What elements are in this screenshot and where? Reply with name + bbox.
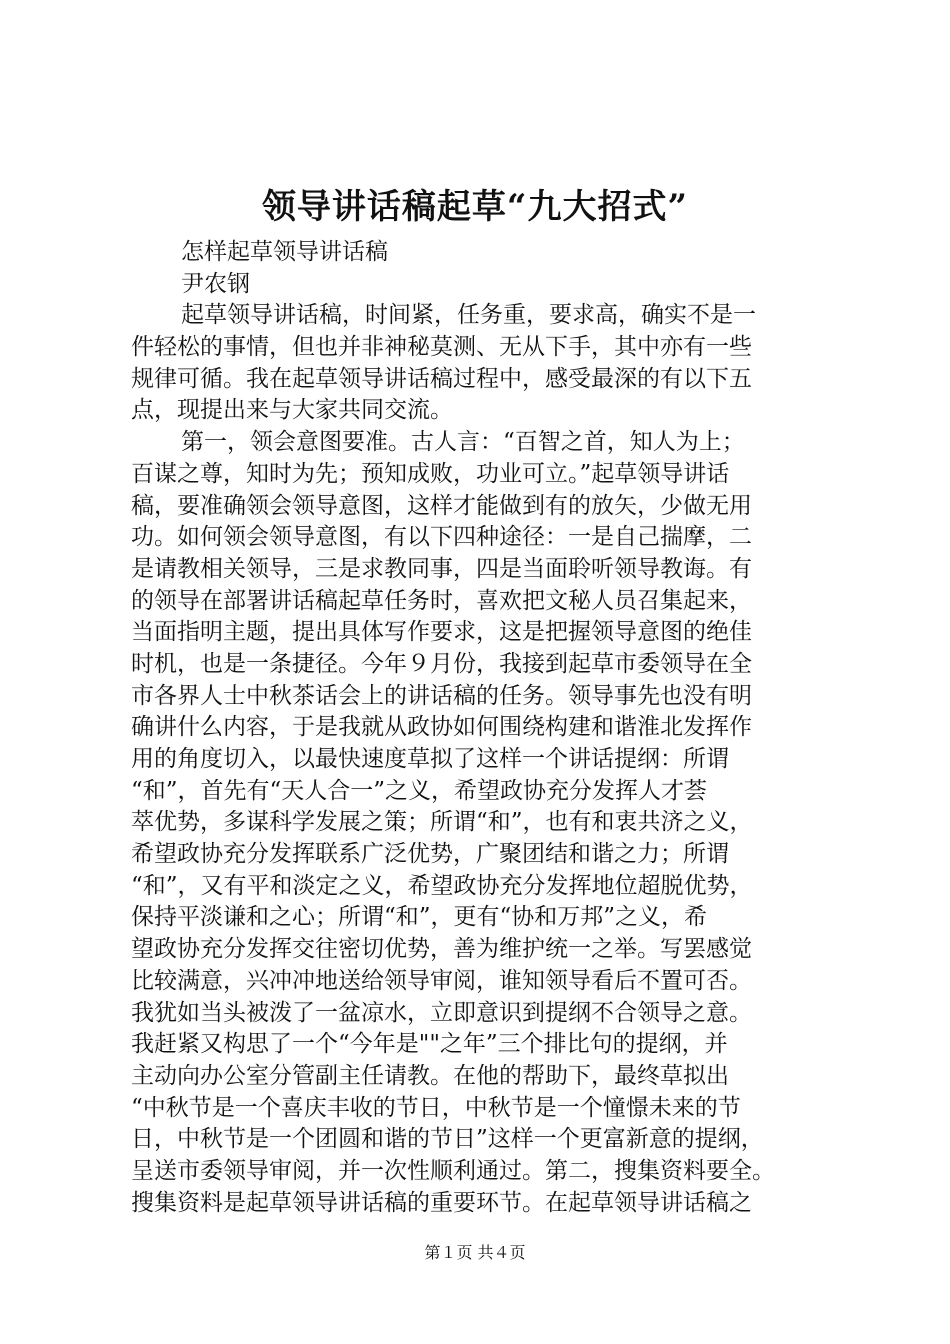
document-body [131, 237, 831, 1219]
text-line: 日，中秋节是一个团圆和谐的节日”这样一个更富新意的提纲， [131, 1126, 764, 1153]
text-line: 稿，要准确领会领导意图，这样才能做到有的放矢，少做无用 [131, 492, 752, 519]
text-line: 比较满意，兴冲冲地送给领导审阅，谁知领导看后不置可否。 [131, 967, 752, 994]
text-line: 第一，领会意图要准。古人言：“百智之首，知人为上； [181, 429, 745, 456]
text-line: 当面指明主题，提出具体写作要求，这是把握领导意图的绝佳 [131, 619, 752, 646]
text-line: 确讲什么内容，于是我就从政协如何围绕构建和谐淮北发挥作 [131, 714, 752, 741]
text-line: 萃优势，多谋科学发展之策；所谓“和”，也有和衷共济之义， [131, 809, 753, 836]
text-line: 呈送市委领导审阅，并一次性顺利通过。第二，搜集资料要全。 [131, 1157, 775, 1184]
document-title: 领导讲话稿起草“九大招式” [261, 187, 689, 227]
text-line: 希望政协充分发挥联系广泛优势，广聚团结和谐之力；所谓 [131, 841, 729, 868]
text-line: 望政协充分发挥交往密切优势，善为维护统一之举。写罢感觉 [131, 936, 752, 963]
text-line: “中秋节是一个喜庆丰收的节日，中秋节是一个憧憬未来的节 [131, 1094, 741, 1121]
text-line: 我赶紧又构思了一个“今年是""之年”三个排比句的提纲，并 [131, 1031, 728, 1058]
text-line: 点，现提出来与大家共同交流。 [131, 397, 453, 424]
text-line: 百谋之尊，知时为先；预知成败，功业可立。”起草领导讲话 [131, 460, 730, 487]
text-line: 保持平淡谦和之心；所谓“和”，更有“协和万邦”之义，希 [131, 904, 708, 931]
text-line: 用的角度切入，以最快速度草拟了这样一个讲话提纲：所谓 [131, 746, 729, 772]
text-line: 市各界人士中秋茶话会上的讲话稿的任务。领导事先也没有明 [131, 682, 752, 709]
text-line: 件轻松的事情，但也并非神秘莫测、无从下手，其中亦有一些 [131, 334, 752, 361]
text-line: 规律可循。我在起草领导讲话稿过程中，感受最深的有以下五 [131, 365, 752, 392]
text-line: “和”，又有平和淡定之义，希望政协充分发挥地位超脱优势， [131, 872, 753, 899]
text-line: 起草领导讲话稿，时间紧，任务重，要求高，确实不是一 [181, 302, 756, 329]
author-line: 尹农钢 [181, 270, 250, 297]
page-number-footer: 第１页 共４页 [424, 1243, 526, 1262]
text-line: 功。如何领会领导意图，有以下四种途径：一是自己揣摩，二 [131, 524, 752, 551]
text-line: 时机，也是一条捷径。今年９月份，我接到起草市委领导在全 [131, 650, 752, 677]
subtitle-line: 怎样起草领导讲话稿 [181, 239, 388, 265]
text-line: 我犹如当头被泼了一盆凉水，立即意识到提纲不合领导之意。 [131, 999, 752, 1026]
text-line: “和”，首先有“天人合一”之义，希望政协充分发挥人才荟 [131, 777, 708, 804]
text-line: 的领导在部署讲话稿起草任务时，喜欢把文秘人员召集起来， [131, 587, 752, 614]
text-line: 主动向办公室分管副主任请教。在他的帮助下，最终草拟出 [131, 1062, 729, 1089]
text-line: 搜集资料是起草领导讲话稿的重要环节。在起草领导讲话稿之 [131, 1189, 752, 1216]
text-line: 是请教相关领导，三是求教同事，四是当面聆听领导教诲。有 [131, 555, 752, 582]
